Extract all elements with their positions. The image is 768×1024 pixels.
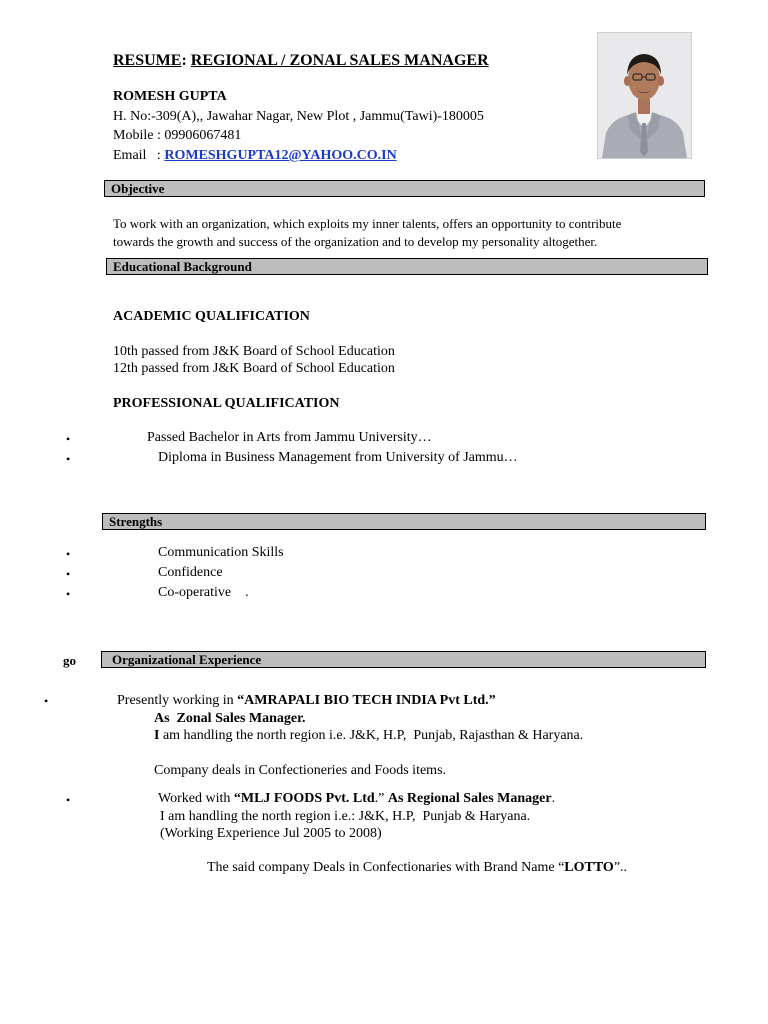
email-line [113,147,397,165]
job2-brand-post: ”.. [613,860,628,875]
job2-quote: .” [374,791,388,806]
strength-item: Co-operative . [158,585,249,600]
job1-region: am handling the north region i.e. J&K, H.P, Punjab, Rajasthan & Haryana. [159,728,584,743]
professional-heading: PROFESSIONAL QUALIFICATION [113,396,340,411]
bullet-icon: • [66,793,71,807]
resume-title [113,52,489,70]
job2-brand-line [207,859,627,877]
title-role: REGIONAL / ZONAL SALES MANAGER [190,52,489,69]
address-line: H. No:-309(A),, Jawahar Nagar, New Plot , Jammu(Tawi)-180005 [113,109,484,124]
job2-intro-line [158,790,555,808]
job2-company: “MLJ FOODS Pvt. Ltd [233,791,375,806]
portrait-image [598,33,691,158]
bullet-icon: • [66,452,71,466]
profile-photo [597,32,692,159]
job1-intro-line [117,692,496,710]
job1-region-line [154,727,583,745]
job1-deals: Company deals in Confectioneries and Foods items. [154,763,447,778]
email-link[interactable]: ROMESHGUPTA12@YAHOO.CO.IN [164,148,397,163]
strength-item: Communication Skills [158,545,284,560]
job2-region: I am handling the north region i.e.: J&K, H.P, Punjab & Haryana. [160,809,531,824]
objective-line-1: To work with an organization, which exploits my inner talents, offers an opportunity to contribute [113,216,622,231]
bullet-icon: • [66,432,71,446]
experience-side-label: go [63,653,76,668]
section-header-education: Educational Background [106,258,708,275]
academic-item: 12th passed from J&K Board of School Education [113,361,395,376]
mobile-line: Mobile : 09906067481 [113,128,242,143]
section-header-strengths: Strengths [102,513,706,530]
job2-brand-pre: The said company Deals in Confectionaries with Brand Name “ [207,860,565,875]
job2-brand: LOTTO [564,860,614,875]
bullet-icon: • [66,587,71,601]
title-prefix: RESUME [113,52,182,69]
job1-company: “AMRAPALI BIO TECH INDIA Pvt Ltd.” [237,693,496,708]
job2-dot: . [551,791,556,806]
job1-intro: Presently working in [117,693,238,708]
job2-period: (Working Experience Jul 2005 to 2008) [160,826,382,841]
section-header-objective: Objective [104,180,705,197]
job1-role: As Zonal Sales Manager. [154,711,306,726]
candidate-name: ROMESH GUPTA [113,89,227,104]
strength-item: Confidence [158,565,223,580]
email-label: Email : [113,148,165,163]
objective-line-2: towards the growth and success of the organization and to develop my personality altogether. [113,234,598,249]
section-header-experience: Organizational Experience [101,651,706,668]
academic-item: 10th passed from J&K Board of School Education [113,344,395,359]
bullet-icon: • [44,694,49,708]
job2-intro: Worked with [158,791,234,806]
academic-heading: ACADEMIC QUALIFICATION [113,309,310,324]
job2-role: As Regional Sales Manager [387,791,552,806]
job1-region-first: I [154,728,160,743]
bullet-icon: • [66,567,71,581]
bullet-icon: • [66,547,71,561]
title-colon: : [181,52,187,69]
professional-item: Passed Bachelor in Arts from Jammu University… [147,430,432,445]
professional-item: Diploma in Business Management from University of Jammu… [158,450,518,465]
